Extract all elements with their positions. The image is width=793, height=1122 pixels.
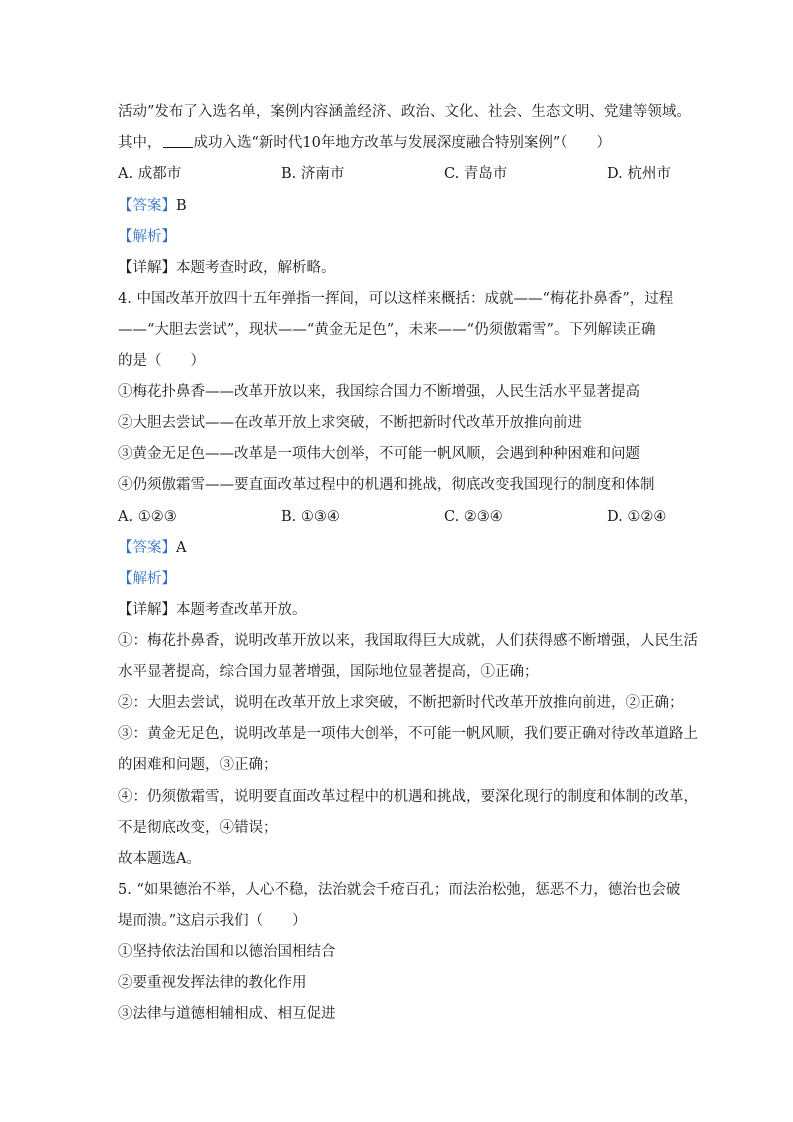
q4-explanation-line-7: 不是彻底改变，④错误； bbox=[118, 820, 278, 836]
q3-detail bbox=[118, 258, 336, 278]
q3-analysis-tag: 【解析】 bbox=[118, 229, 176, 245]
detail-text: 本题考查改革开放。 bbox=[176, 602, 307, 618]
q4-stem-line-1: 4. 中国改革开放四十五年弹指一挥间，可以这样来概括：成就——“梅花扑鼻香”，过程 bbox=[118, 291, 674, 307]
detail-tag: 【详解】 bbox=[118, 260, 176, 276]
answer-tag: 【答案】 bbox=[118, 198, 176, 214]
q4-statement-4: ④仍须傲霜雪——要直面改革过程中的机遇和挑战，彻底改变我国现行的制度和体制 bbox=[118, 477, 655, 493]
q3-option-c: C. 青岛市 bbox=[444, 166, 508, 182]
q4-detail bbox=[118, 600, 307, 620]
answer-value: A bbox=[176, 540, 187, 556]
detail-text: 本题考查时政，解析略。 bbox=[176, 260, 336, 276]
q4-statement-2: ②大胆去尝试——在改革开放上求突破，不断把新时代改革开放推向前进 bbox=[118, 415, 582, 431]
q5-statement-3: ③法律与道德相辅相成、相互促进 bbox=[118, 1006, 336, 1022]
q3-stem-prefix: 其中， bbox=[118, 135, 162, 151]
q3-stem-line-2 bbox=[118, 133, 611, 153]
q4-explanation-line-2: 水平显著提高，综合国力显著增强，国际地位显著提高，①正确； bbox=[118, 664, 539, 680]
q4-statement-1: ①梅花扑鼻香——改革开放以来，我国综合国力不断增强，人民生活水平显著提高 bbox=[118, 384, 640, 400]
q4-explanation-line-6: ④：仍须傲霜雪，说明要直面改革过程中的机遇和挑战，要深化现行的制度和体制的改革， bbox=[118, 789, 698, 805]
q4-option-c: C. ②③④ bbox=[444, 509, 503, 525]
q4-stem-line-3: 的是（ ） bbox=[118, 353, 205, 369]
q3-option-d: D. 杭州市 bbox=[607, 166, 671, 182]
q4-statement-3: ③黄金无足色——改革是一项伟大创举，不可能一帆风顺，会遇到种种困难和问题 bbox=[118, 446, 640, 462]
answer-tag: 【答案】 bbox=[118, 540, 176, 556]
q5-statement-2: ②要重视发挥法律的教化作用 bbox=[118, 975, 307, 991]
q3-option-b: B. 济南市 bbox=[281, 166, 345, 182]
q4-explanation-line-1: ①：梅花扑鼻香，说明改革开放以来，我国取得巨大成就，人们获得感不断增强，人民生活 bbox=[118, 633, 698, 649]
q5-statement-1: ①坚持依法治国和以德治国相结合 bbox=[118, 944, 336, 960]
q4-option-d: D. ①②④ bbox=[607, 509, 667, 525]
q4-stem-line-2: ——“大胆去尝试”，现状——“黄金无足色”，未来——“仍须傲霜雪”。下列解读正确 bbox=[118, 322, 656, 338]
q4-explanation-line-3: ②：大胆去尝试，说明在改革开放上求突破，不断把新时代改革开放推向前进，②正确； bbox=[118, 695, 684, 711]
answer-blank bbox=[163, 133, 193, 148]
q3-answer bbox=[118, 196, 187, 216]
q4-answer bbox=[118, 538, 186, 558]
q3-stem-line-1: 活动”发布了入选名单，案例内容涵盖经济、政治、文化、社会、生态文明、党建等领域。 bbox=[118, 104, 691, 120]
answer-value: B bbox=[176, 198, 187, 214]
q5-stem-line-2: 堤而溃。”这启示我们（ ） bbox=[118, 913, 307, 929]
q4-analysis-tag: 【解析】 bbox=[118, 571, 176, 587]
q4-explanation-line-4: ③：黄金无足色，说明改革是一项伟大创举，不可能一帆风顺，我们要正确对待改革道路上 bbox=[118, 726, 698, 742]
q3-option-a: A. 成都市 bbox=[118, 166, 182, 182]
q4-conclusion: 故本题选A。 bbox=[118, 851, 201, 867]
detail-tag: 【详解】 bbox=[118, 602, 176, 618]
q5-stem-line-1: 5. “如果德治不举，人心不稳，法治就会千疮百孔；而法治松弛，惩恶不力，德治也会破 bbox=[118, 882, 681, 898]
q4-option-a: A. ①②③ bbox=[118, 509, 177, 525]
q3-stem-suffix: 成功入选“新时代10年地方改革与发展深度融合特别案例”（ ） bbox=[193, 135, 612, 151]
q4-option-b: B. ①③④ bbox=[281, 509, 340, 525]
q4-explanation-line-5: 的困难和问题，③正确； bbox=[118, 757, 278, 773]
